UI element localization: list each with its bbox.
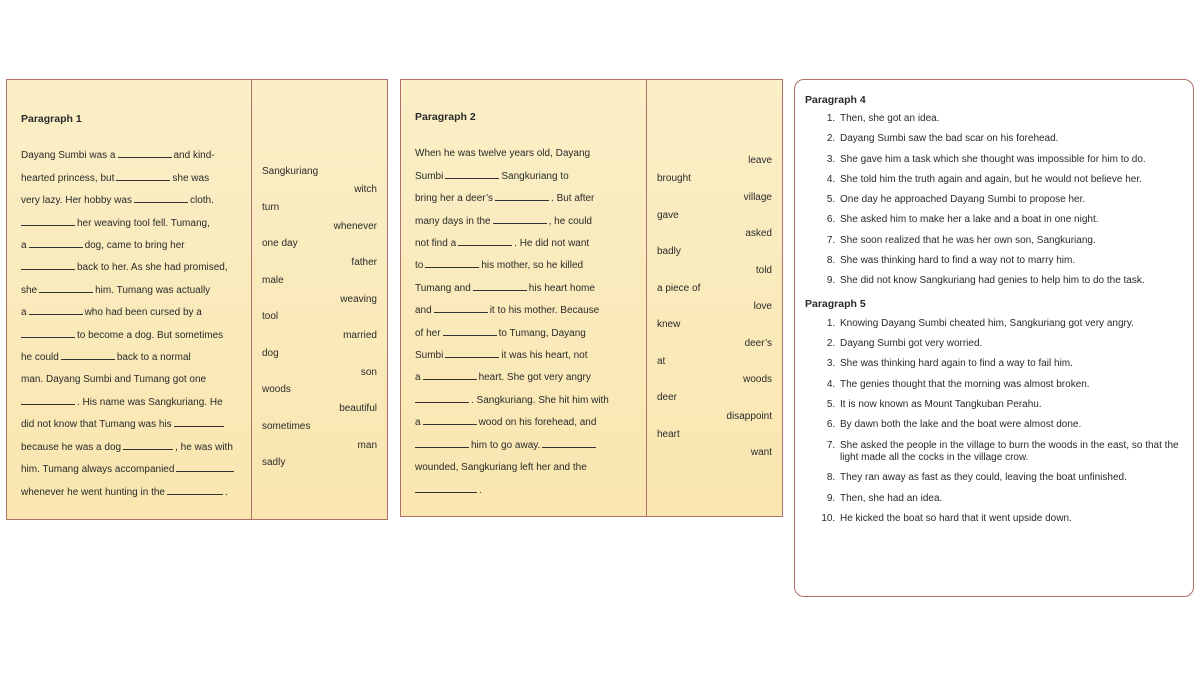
list-item: 9. Then, she had an idea. [838, 493, 1183, 506]
blank [123, 438, 173, 450]
blank [21, 214, 75, 226]
passage-line: Sumbi Sangkuriang to [415, 166, 638, 188]
blank [21, 393, 75, 405]
list-item: 1. Knowing Dayang Sumbi cheated him, Sangkuriang got very angry. [838, 318, 1183, 331]
paragraph1-word-bank [252, 80, 387, 519]
passage-line: . Sangkuriang. She hit him with [415, 390, 638, 412]
passage-line: a wood on his forehead, and [415, 412, 638, 434]
blank [116, 169, 170, 181]
word-bank-item: love [753, 301, 772, 312]
blank [61, 348, 115, 360]
passage-line: him. Tumang always accompanied [21, 459, 243, 481]
blank [39, 281, 93, 293]
word-bank-item: knew [657, 319, 681, 330]
word-bank-item: village [743, 192, 772, 203]
blank [21, 326, 75, 338]
word-bank-item: beautiful [339, 403, 377, 414]
blank [415, 481, 477, 493]
word-bank-item: witch [354, 184, 377, 195]
list-item: 7. She soon realized that he was her own son, Sangkuriang. [838, 235, 1183, 248]
blank [425, 256, 479, 268]
word-bank-item: gave [657, 210, 679, 221]
passage-line: hearted princess, but she was [21, 168, 243, 190]
list-item: 9. She did not know Sangkuriang had genies to help him to do the task. [838, 275, 1183, 288]
passage-line: he could back to a normal [21, 347, 243, 369]
blank [458, 234, 512, 246]
word-bank-item: a piece of [657, 283, 701, 294]
word-bank-item: one day [262, 238, 298, 249]
passage-line: very lazy. Her hobby was cloth. [21, 190, 243, 212]
passage-line: back to her. As she had promised, [21, 257, 243, 279]
passage-line: a who had been cursed by a [21, 302, 243, 324]
passage-line: When he was twelve years old, Dayang [415, 148, 591, 160]
list-item: 3. She gave him a task which she thought was impossible for him to do. [838, 154, 1183, 167]
passage-line: many days in the , he could [415, 211, 638, 233]
passage-line: Dayang Sumbi was a and kind- [21, 145, 243, 167]
passage-line: she him. Tumang was actually [21, 280, 243, 302]
paragraph1-title: Paragraph 1 [21, 113, 82, 125]
blank [445, 167, 499, 179]
passage-line: wounded, Sangkuriang left her and the [415, 462, 587, 474]
paragraph2-card [400, 79, 783, 517]
blank [29, 303, 83, 315]
paragraph2-passage [401, 80, 647, 516]
paragraph1-text [21, 145, 243, 504]
blank [423, 368, 477, 380]
blank [29, 236, 83, 248]
word-bank-item: heart [657, 429, 680, 440]
word-bank-item: want [750, 447, 772, 458]
blank [542, 436, 596, 448]
paragraph1-passage [7, 80, 252, 519]
blank [21, 258, 75, 270]
word-bank-item: told [755, 265, 772, 276]
blank [434, 301, 488, 313]
blank [118, 146, 172, 158]
paragraph4-title: Paragraph 4 [805, 94, 866, 106]
passage-line: him to go away. [415, 435, 638, 457]
passage-line: a heart. She got very angry [415, 367, 638, 389]
word-bank-item: badly [657, 246, 681, 257]
word-bank-item: sadly [262, 457, 286, 468]
paragraph2-text [415, 143, 638, 502]
word-bank-item: deer [657, 392, 678, 403]
word-bank-item: Sangkuriang [262, 166, 319, 177]
passage-line: and it to his mother. Because [415, 300, 638, 322]
blank [473, 279, 527, 291]
paragraph4-list [805, 113, 1183, 288]
blank [134, 191, 188, 203]
list-item: 6. By dawn both the lake and the boat were almost done. [838, 419, 1183, 432]
word-bank-item: deer’s [744, 338, 772, 349]
list-item: 6. She asked him to make her a lake and a boat in one night. [838, 214, 1183, 227]
word-bank-item: weaving [340, 294, 377, 305]
passage-line: whenever he went hunting in the . [21, 482, 243, 504]
list-item: 3. She was thinking hard again to find a way to fail him. [838, 358, 1183, 371]
blank [493, 212, 547, 224]
passage-line: . [415, 480, 638, 502]
passage-line: Tumang and his heart home [415, 278, 638, 300]
paragraph5-title: Paragraph 5 [805, 297, 866, 310]
word-bank-item: male [262, 275, 284, 286]
list-item: 2. Dayang Sumbi got very worried. [838, 338, 1183, 351]
passage-line: of her to Tumang, Dayang [415, 323, 638, 345]
blank [415, 436, 469, 448]
list-item: 4. The genies thought that the morning was almost broken. [838, 379, 1183, 392]
blank [445, 346, 499, 358]
paragraph2-word-bank [647, 80, 782, 516]
paragraph1-card [6, 79, 388, 520]
passage-line: Sumbi it was his heart, not [415, 345, 638, 367]
list-item: 2. Dayang Sumbi saw the bad scar on his forehead. [838, 133, 1183, 146]
word-bank-item: woods [743, 374, 772, 385]
blank [415, 391, 469, 403]
word-bank-item: man [357, 440, 377, 451]
passage-line: did not know that Tumang was his [21, 414, 243, 436]
blank [495, 189, 549, 201]
list-item: 1. Then, she got an idea. [838, 113, 1183, 126]
passage-line: her weaving tool fell. Tumang, [21, 213, 243, 235]
word-bank-item: brought [657, 173, 691, 184]
blank [423, 413, 477, 425]
blank [176, 460, 234, 472]
word-bank-item: whenever [333, 221, 377, 232]
paragraph2-title: Paragraph 2 [415, 111, 476, 123]
word-bank-item: disappoint [726, 411, 772, 422]
passage-line: . His name was Sangkuriang. He [21, 392, 243, 414]
list-item: 7. She asked the people in the village to burn the woods in the east, so that the light made all the cocks in the village crow. [838, 440, 1183, 465]
passage-line: a dog, came to bring her [21, 235, 243, 257]
word-bank-item: asked [745, 228, 772, 239]
passage-line: to become a dog. But sometimes [21, 325, 243, 347]
list-item: 5. One day he approached Dayang Sumbi to propose her. [838, 194, 1183, 207]
word-bank-item: tool [262, 311, 279, 322]
word-bank-item: sometimes [262, 421, 311, 432]
word-bank-item: married [343, 330, 377, 341]
blank [167, 483, 223, 495]
word-bank-item: son [360, 367, 377, 378]
word-bank-item: leave [748, 155, 772, 166]
word-bank-item: turn [262, 202, 280, 213]
word-bank-item: father [351, 257, 377, 268]
blank [443, 324, 497, 336]
paragraph5-list [805, 318, 1183, 526]
passage-line: man. Dayang Sumbi and Tumang got one [21, 374, 207, 386]
blank [174, 415, 224, 427]
passage-line: not find a . He did not want [415, 233, 638, 255]
word-bank-item: at [657, 356, 666, 367]
passage-line: because he was a dog , he was with [21, 437, 243, 459]
paragraph4-5-card [794, 79, 1194, 597]
word-bank-item: woods [262, 384, 291, 395]
list-item: 8. They ran away as fast as they could, leaving the boat unfinished. [838, 472, 1183, 485]
passage-line: bring her a deer’s . But after [415, 188, 638, 210]
list-item: 5. It is now known as Mount Tangkuban Perahu. [838, 399, 1183, 412]
list-item: 10. He kicked the boat so hard that it went upside down. [838, 513, 1183, 526]
word-bank-item: dog [262, 348, 279, 359]
passage-line: to his mother, so he killed [415, 255, 638, 277]
list-item: 4. She told him the truth again and again, but he would not believe her. [838, 174, 1183, 187]
list-item: 8. She was thinking hard to find a way not to marry him. [838, 255, 1183, 268]
